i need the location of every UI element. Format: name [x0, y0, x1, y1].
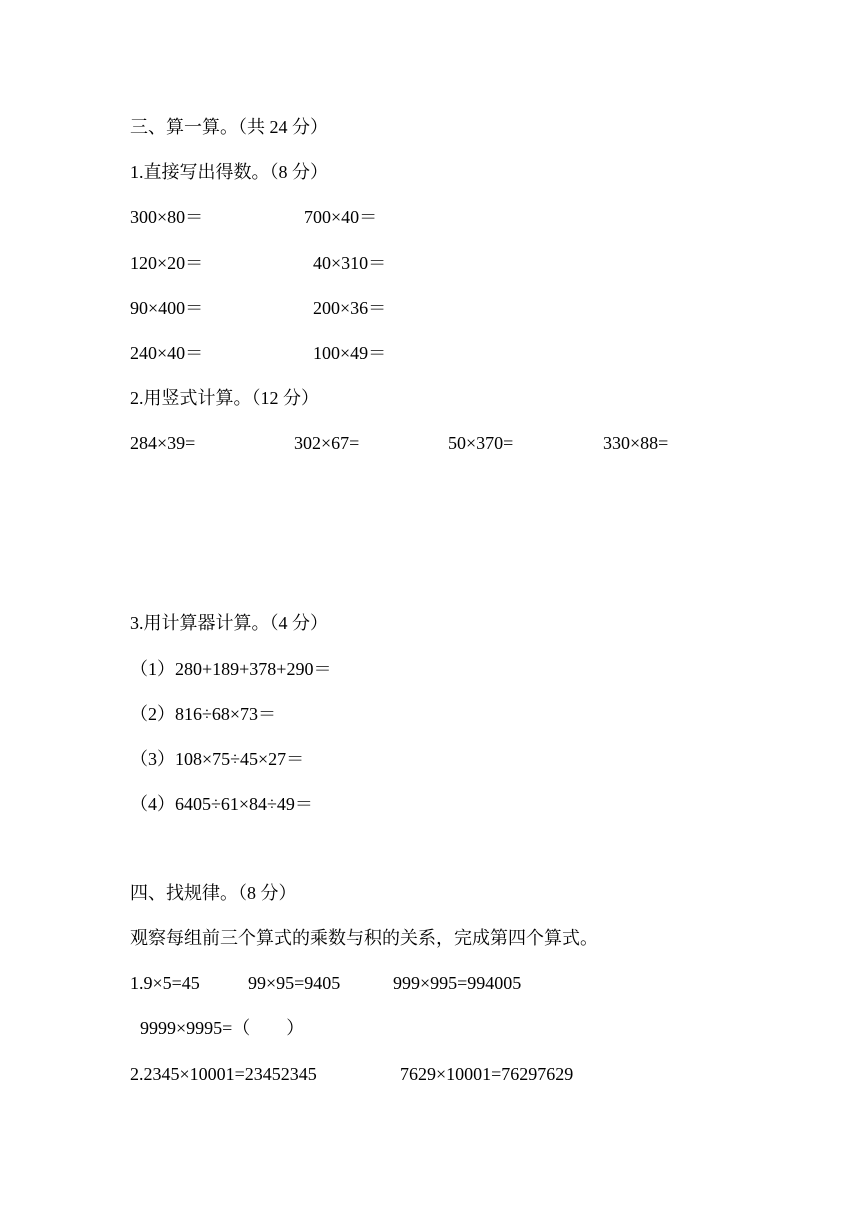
mental-math-item: 240×40＝: [130, 343, 204, 363]
pattern-item: 1.9×5=45: [130, 973, 200, 993]
pattern-item: 2.2345×10001=23452345: [130, 1064, 317, 1084]
part-3-title: 3.用计算器计算。（4 分）: [130, 613, 328, 633]
calculator-item: （1）280+189+378+290＝: [130, 659, 332, 679]
mental-math-item: 40×310＝: [313, 253, 387, 273]
section-3-title: 三、算一算。（共 24 分）: [130, 117, 328, 137]
mental-math-item: 300×80＝: [130, 207, 204, 227]
vertical-calc-item: 50×370=: [448, 433, 514, 453]
calculator-item: （4）6405÷61×84÷49＝: [130, 794, 313, 814]
part-1-title: 1.直接写出得数。（8 分）: [130, 162, 328, 182]
part-2-title: 2.用竖式计算。（12 分）: [130, 388, 319, 408]
mental-math-item: 200×36＝: [313, 298, 387, 318]
section-4-instruction: 观察每组前三个算式的乘数与积的关系，完成第四个算式。: [130, 928, 598, 948]
mental-math-item: 100×49＝: [313, 343, 387, 363]
section-4-title: 四、找规律。（8 分）: [130, 883, 297, 903]
mental-math-item: 90×400＝: [130, 298, 204, 318]
pattern-item: 7629×10001=76297629: [400, 1064, 574, 1084]
vertical-calc-item: 330×88=: [603, 433, 669, 453]
mental-math-item: 700×40＝: [304, 207, 378, 227]
mental-math-item: 120×20＝: [130, 253, 204, 273]
pattern-item: 999×995=994005: [393, 973, 522, 993]
vertical-calc-item: 284×39=: [130, 433, 196, 453]
vertical-calc-item: 302×67=: [294, 433, 360, 453]
calculator-item: （2）816÷68×73＝: [130, 704, 277, 724]
calculator-item: （3）108×75÷45×27＝: [130, 749, 305, 769]
pattern-item: 99×95=9405: [248, 973, 341, 993]
pattern-question: 9999×9995=（ ）: [140, 1018, 305, 1038]
